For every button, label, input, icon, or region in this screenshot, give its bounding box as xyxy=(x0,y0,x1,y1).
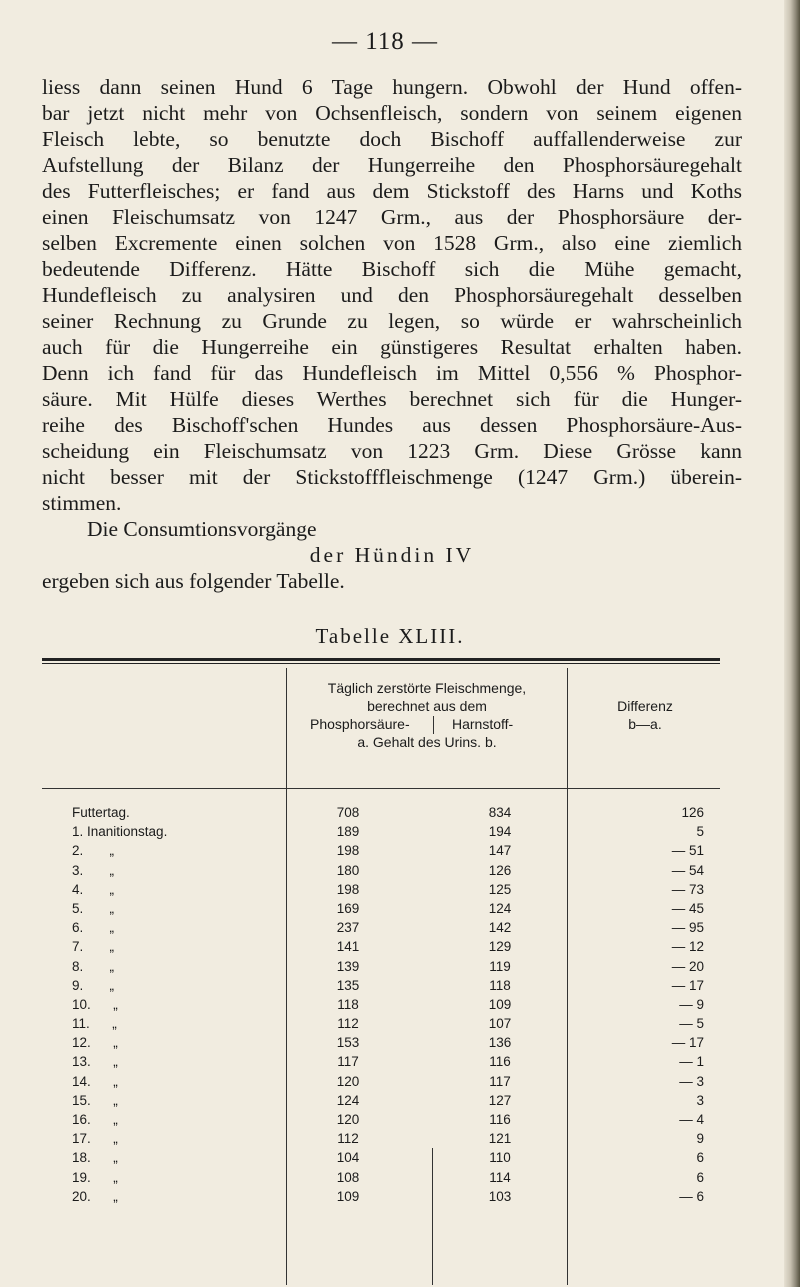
paragraph-1-line: säure. Mit Hülfe dieses Werthes berechnet sich für die Hunger- xyxy=(42,387,742,411)
harnstoff-value: 129 xyxy=(488,939,512,955)
phosphor-value: 124 xyxy=(336,1092,360,1108)
paragraph-1-line: liess dann seinen Hund 6 Tage hungern. Obwohl der Hund offen- xyxy=(42,75,742,99)
harnstoff-value: 127 xyxy=(488,1092,512,1108)
difference-value: — 20 xyxy=(671,958,704,974)
paragraph-1-line: einen Fleischumsatz von 1247 Grm., aus der Phosphorsäure der- xyxy=(42,205,742,229)
table-title: Tabelle XLIII. xyxy=(315,624,465,648)
table-body xyxy=(42,805,720,1208)
paragraph-1-line: bedeutende Differenz. Hätte Bischoff sich die Mühe gemacht, xyxy=(42,257,742,281)
table-row xyxy=(42,939,720,958)
table-row xyxy=(42,1054,720,1073)
table-row xyxy=(42,805,720,824)
paragraph-1-line: des Futterfleisches; er fand aus dem Stickstoff des Harns und Koths xyxy=(42,179,742,203)
table-row xyxy=(42,863,720,882)
row-label: 3. „ xyxy=(72,862,115,878)
table-row xyxy=(42,1035,720,1054)
harnstoff-value: 834 xyxy=(488,805,512,820)
phosphor-value: 180 xyxy=(336,862,360,878)
table-row xyxy=(42,882,720,901)
harnstoff-value: 147 xyxy=(488,843,512,859)
harnstoff-value: 116 xyxy=(489,1054,511,1070)
table-row xyxy=(42,920,720,939)
phosphor-value: 120 xyxy=(336,1112,360,1127)
table-row xyxy=(42,1016,720,1035)
phosphor-value: 198 xyxy=(336,843,360,859)
row-label: 13. „ xyxy=(72,1054,118,1070)
phosphor-value: 139 xyxy=(336,958,360,974)
harnstoff-value: 114 xyxy=(489,1169,511,1185)
harnstoff-value: 125 xyxy=(488,881,512,897)
paragraph-1-line: bar jetzt nicht mehr von Ochsenfleisch, sondern von seinem eigenen xyxy=(42,101,742,125)
table-row xyxy=(42,978,720,997)
table-row xyxy=(42,1170,720,1189)
phosphor-value: 237 xyxy=(336,920,360,936)
page-edge-shadow xyxy=(784,0,800,1287)
paragraph-1-line: Aufstellung der Bilanz der Hungerreihe den Phosphorsäuregehalt xyxy=(42,153,742,177)
difference-value: — 3 xyxy=(679,1073,704,1089)
phosphor-value: 169 xyxy=(336,900,360,916)
harnstoff-value: 116 xyxy=(489,1112,511,1127)
paragraph-2-line-3: ergeben sich aus folgender Tabelle. xyxy=(42,569,345,593)
paragraph-1-line: Fleisch lebte, so benutzte doch Bischoff auffallenderweise zur xyxy=(42,127,742,151)
difference-value: 6 xyxy=(696,1169,704,1185)
harnstoff-value: 103 xyxy=(488,1188,512,1204)
row-label: 17. „ xyxy=(72,1131,118,1147)
row-label: Futtertag. xyxy=(72,805,130,820)
table-row xyxy=(42,901,720,920)
table-row xyxy=(42,1189,720,1208)
row-label: 9. „ xyxy=(72,977,115,993)
harnstoff-value: 142 xyxy=(488,920,512,936)
table-top-rule xyxy=(42,658,720,664)
harnstoff-value: 194 xyxy=(488,824,512,840)
table-row xyxy=(42,997,720,1016)
phosphor-value: 198 xyxy=(336,881,360,897)
body-text xyxy=(42,74,742,594)
row-label: 5. „ xyxy=(72,900,115,916)
table-header-difference: Differenz b—a. xyxy=(617,698,673,732)
difference-value: 5 xyxy=(696,824,704,840)
phosphor-value: 112 xyxy=(337,1016,359,1032)
paragraph-1-line: auch für die Hungerreihe ein günstigeres Resultat erhalten haben. xyxy=(42,335,742,359)
phosphor-value: 118 xyxy=(337,996,359,1012)
row-label: 11. „ xyxy=(72,1016,117,1032)
phosphor-value: 109 xyxy=(336,1188,360,1204)
difference-value: — 6 xyxy=(679,1188,704,1204)
table-row xyxy=(42,843,720,862)
difference-value: — 9 xyxy=(679,996,704,1012)
difference-value: 126 xyxy=(681,805,704,820)
paragraph-2-line-1: Die Consumtionsvorgänge xyxy=(87,517,317,541)
table-header-middle: Täglich zerstörte Fleischmenge, berechnet aus dem Phosphorsäure- Harnstoff- a. Gehalt des Urins. b. xyxy=(310,680,527,750)
difference-value: 6 xyxy=(696,1150,704,1166)
harnstoff-value: 117 xyxy=(489,1073,511,1089)
difference-value: — 17 xyxy=(671,1035,704,1051)
paragraph-1-line: reihe des Bischoff'schen Hundes aus dessen Phosphorsäure-Aus- xyxy=(42,413,742,437)
row-label: 4. „ xyxy=(72,881,115,897)
paragraph-2-line-2: der Hündin IV xyxy=(309,543,475,567)
row-label: 10. „ xyxy=(72,996,118,1012)
table-row xyxy=(42,1150,720,1169)
phosphor-value: 153 xyxy=(336,1035,360,1051)
harnstoff-value: 110 xyxy=(489,1150,511,1166)
page-number: — 118 — xyxy=(331,28,439,55)
phosphor-value: 141 xyxy=(336,939,360,955)
row-label: 2. „ xyxy=(72,843,115,859)
paragraph-1-line: scheidung ein Fleischumsatz von 1223 Grm. Diese Grösse kann xyxy=(42,439,742,463)
paragraph-2 xyxy=(42,516,742,594)
table-header-rule xyxy=(42,788,720,789)
row-label: 7. „ xyxy=(72,939,115,955)
difference-value: — 12 xyxy=(671,939,704,955)
phosphor-value: 112 xyxy=(337,1131,359,1147)
table-row xyxy=(42,1074,720,1093)
difference-value: — 54 xyxy=(671,862,704,878)
difference-value: — 51 xyxy=(671,843,704,859)
difference-value: — 4 xyxy=(679,1112,704,1127)
row-label: 16. „ xyxy=(72,1112,118,1127)
harnstoff-value: 121 xyxy=(488,1131,512,1147)
paragraph-1-line: stimmen. xyxy=(42,491,122,515)
row-label: 8. „ xyxy=(72,958,115,974)
table-row xyxy=(42,959,720,978)
difference-value: — 45 xyxy=(671,900,704,916)
difference-value: — 5 xyxy=(679,1016,704,1032)
difference-value: — 17 xyxy=(671,977,704,993)
harnstoff-value: 126 xyxy=(488,862,512,878)
difference-value: — 95 xyxy=(671,920,704,936)
harnstoff-value: 136 xyxy=(488,1035,512,1051)
row-label: 6. „ xyxy=(72,920,115,936)
harnstoff-value: 107 xyxy=(488,1016,512,1032)
harnstoff-value: 118 xyxy=(489,977,511,993)
table-row xyxy=(42,1112,720,1131)
paragraph-1-line: Denn ich fand für das Hundefleisch im Mittel 0,556 % Phosphor- xyxy=(42,361,742,385)
phosphor-value: 117 xyxy=(337,1054,359,1070)
table-row xyxy=(42,1131,720,1150)
paragraph-1-line: Hundefleisch zu analysiren und den Phosphorsäuregehalt desselben xyxy=(42,283,742,307)
harnstoff-value: 124 xyxy=(488,900,512,916)
difference-value: — 73 xyxy=(671,881,704,897)
phosphor-value: 135 xyxy=(336,977,360,993)
difference-value: — 1 xyxy=(679,1054,704,1070)
row-label: 12. „ xyxy=(72,1035,118,1051)
row-label: 14. „ xyxy=(72,1073,118,1089)
harnstoff-value: 109 xyxy=(488,996,512,1012)
phosphor-value: 108 xyxy=(336,1169,360,1185)
row-label: 20. „ xyxy=(72,1188,118,1204)
row-label: 1. Inanitionstag. xyxy=(72,824,168,840)
table-row xyxy=(42,1093,720,1112)
phosphor-value: 189 xyxy=(336,824,360,840)
phosphor-value: 104 xyxy=(336,1150,360,1166)
harnstoff-value: 119 xyxy=(489,958,511,974)
paragraph-1 xyxy=(42,74,742,516)
paragraph-1-line: seiner Rechnung zu Grunde zu legen, so würde er wahrscheinlich xyxy=(42,309,742,333)
difference-value: 3 xyxy=(696,1092,704,1108)
row-label: 15. „ xyxy=(72,1092,118,1108)
table-row xyxy=(42,824,720,843)
phosphor-value: 708 xyxy=(336,805,360,820)
paragraph-1-line: nicht besser mit der Stickstofffleischmenge (1247 Grm.) überein- xyxy=(42,465,742,489)
paragraph-1-line: selben Excremente einen solchen von 1528 Grm., also eine ziemlich xyxy=(42,231,742,255)
difference-value: 9 xyxy=(696,1131,704,1147)
phosphor-value: 120 xyxy=(336,1073,360,1089)
row-label: 18. „ xyxy=(72,1150,118,1166)
row-label: 19. „ xyxy=(72,1169,118,1185)
